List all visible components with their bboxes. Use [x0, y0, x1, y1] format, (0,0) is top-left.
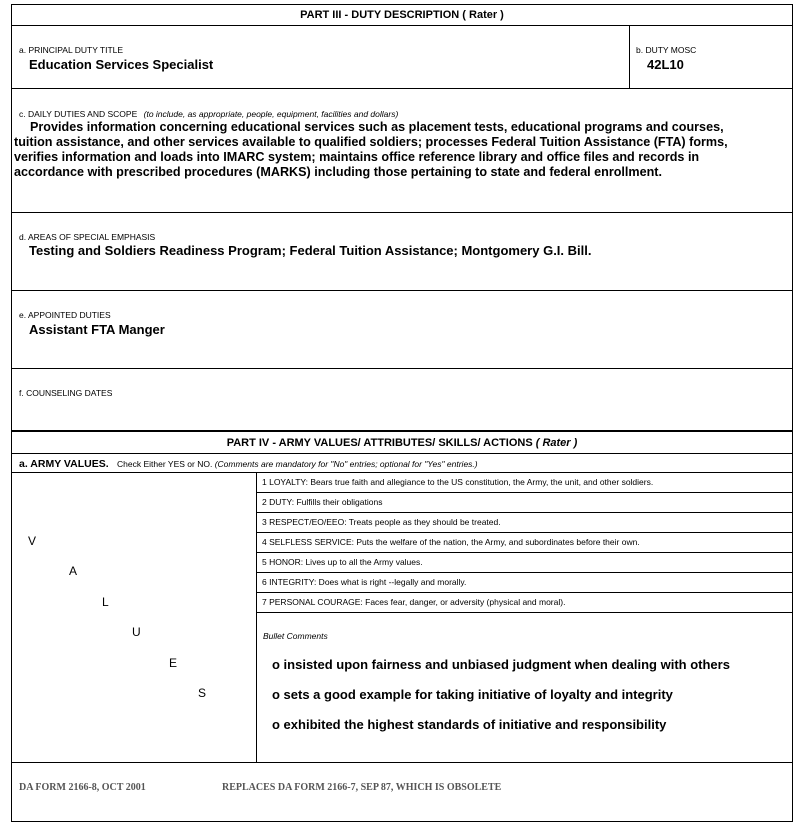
divider — [12, 453, 792, 454]
army-values-note: (Comments are mandatory for "No" entries; optional for "Yes" entries.) — [214, 459, 478, 469]
duty-mosc-value: 42L10 — [647, 57, 684, 72]
values-letter: L — [102, 595, 109, 609]
value-row-selfless-service: 4 SELFLESS SERVICE: Puts the welfare of the nation, the Army, and subordinates before their own. — [256, 533, 792, 553]
value-row-honor: 5 HONOR: Lives up to all the Army values. — [256, 553, 792, 573]
part4-title-rater: ( Rater ) — [535, 437, 578, 449]
counseling-dates-label: f. COUNSELING DATES — [19, 388, 113, 398]
part4-title-main: PART IV - ARMY VALUES/ ATTRIBUTES/ SKILLS/ ACTIONS — [226, 437, 533, 449]
principal-duty-value: Education Services Specialist — [29, 57, 214, 72]
bullet-comment: o sets a good example for taking initiative of loyalty and integrity — [272, 687, 673, 702]
appointed-duties-value: Assistant FTA Manger — [29, 322, 165, 337]
divider — [12, 762, 792, 763]
part4-title — [12, 437, 792, 449]
value-row-personal-courage: 7 PERSONAL COURAGE: Faces fear, danger, or adversity (physical and moral). — [256, 593, 792, 613]
divider — [12, 212, 792, 213]
divider — [12, 368, 792, 369]
daily-duties-text — [14, 120, 790, 180]
divider — [12, 88, 792, 89]
value-row-integrity: 6 INTEGRITY: Does what is right --legally and morally. — [256, 573, 792, 593]
form-id: DA FORM 2166-8, OCT 2001 — [19, 782, 146, 793]
daily-duties-line: verifies information and loads into IMARC system; maintains office reference library and office files and records in — [14, 150, 700, 164]
army-values-header — [19, 458, 478, 470]
principal-duty-label: a. PRINCIPAL DUTY TITLE — [19, 45, 124, 55]
value-row-duty: 2 DUTY: Fulfills their obligations — [256, 493, 792, 513]
values-letter: V — [28, 534, 37, 548]
bullet-comments-label: Bullet Comments — [263, 631, 328, 641]
values-letter: E — [169, 656, 178, 670]
value-row-loyalty: 1 LOYALTY: Bears true faith and allegiance to the US constitution, the Army, the unit, and other soldiers. — [256, 473, 792, 493]
daily-duties-line: tuition assistance, and other services available to qualified soldiers; processes Federal Tuition Assistance (FTA) forms, — [14, 135, 728, 149]
special-emphasis-value: Testing and Soldiers Readiness Program; Federal Tuition Assistance; Montgomery G.I. Bill. — [29, 243, 592, 258]
divider — [12, 25, 792, 26]
daily-duties-line: accordance with prescribed procedures (MARKS) including those pertaining to state and federal enrollment. — [14, 165, 662, 179]
daily-duties-hint: (to include, as appropriate, people, equipment, facilities and dollars) — [143, 109, 399, 119]
values-letter: U — [132, 625, 141, 639]
appointed-duties-label: e. APPOINTED DUTIES — [19, 310, 111, 320]
value-row-respect: 3 RESPECT/EO/EEO: Treats people as they should be treated. — [256, 513, 792, 533]
evaluation-form — [11, 4, 793, 822]
daily-duties-line: Provides information concerning educational services such as placement tests, educational programs and courses, — [30, 120, 724, 134]
army-values-label: a. ARMY VALUES. — [19, 458, 109, 470]
divider — [12, 430, 792, 432]
values-letter: S — [198, 686, 207, 700]
daily-duties-label-text: c. DAILY DUTIES AND SCOPE — [19, 109, 138, 119]
part3-title: PART III - DUTY DESCRIPTION ( Rater ) — [300, 9, 504, 21]
daily-duties-label — [19, 109, 398, 119]
replaces-notice: REPLACES DA FORM 2166-7, SEP 87, WHICH IS OBSOLETE — [222, 782, 502, 793]
bullet-comment: o exhibited the highest standards of initiative and responsibility — [272, 717, 667, 732]
values-letter: A — [69, 564, 78, 578]
special-emphasis-label: d. AREAS OF SPECIAL EMPHASIS — [19, 232, 156, 242]
divider — [629, 25, 630, 88]
army-values-instructions: Check Either YES or NO. — [117, 459, 213, 469]
divider — [12, 290, 792, 291]
duty-mosc-label: b. DUTY MOSC — [636, 45, 697, 55]
bullet-comment: o insisted upon fairness and unbiased judgment when dealing with others — [272, 657, 730, 672]
